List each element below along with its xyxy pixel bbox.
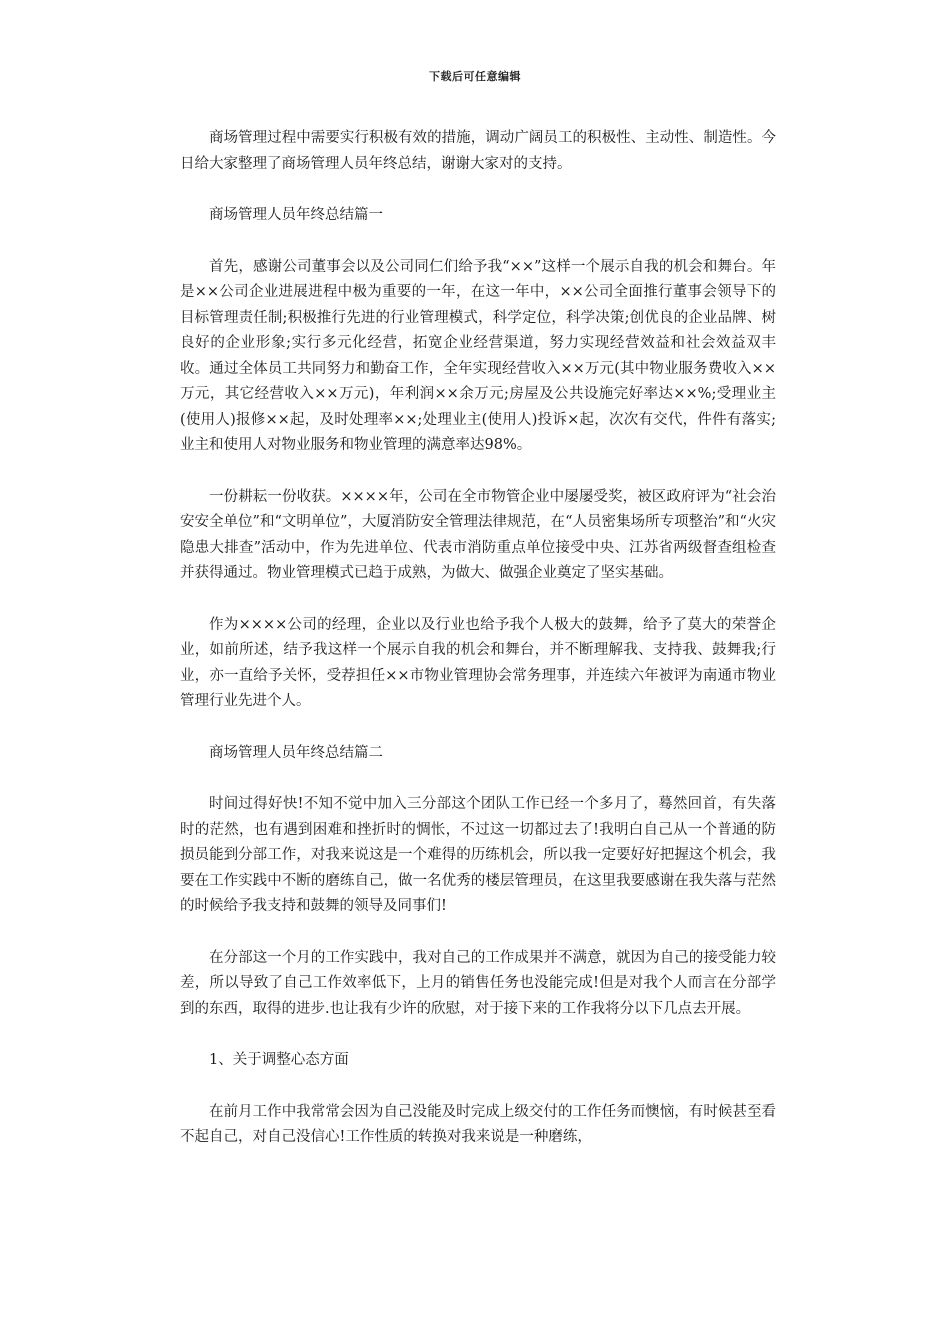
section-1-title: 商场管理人员年终总结篇一 — [209, 207, 383, 223]
section-2-paragraph-1: 时间过得好快!不知不觉中加入三分部这个团队工作已经一个多月了，蓦然回首，有失落时的茫然，也有遇到困难和挫折时的惆怅，不过这一切都过去了!我明白自己从一个普通的防损员能到分部工作，对我来说这是一个难得的历练机会，所以我一定要好好把握这个机会，我要在工作实践中不断的磨练自己，做一名优秀的楼层管理员，在这里我要感谢在我失落与茫然的时候给予我支持和鼓舞的领导及同事们! — [180, 796, 776, 914]
section-2-paragraph-2: 在分部这一个月的工作实践中，我对自己的工作成果并不满意，就因为自己的接受能力较差，所以导致了自己工作效率低下，上月的销售任务也没能完成!但是对我个人而言在分部学到的东西，取得的进步.也让我有少许的欣慰，对于接下来的工作我将分以下几点去开展。 — [180, 949, 776, 1017]
page-header: 下载后可任意编辑 — [429, 70, 521, 83]
point-1-title: 1、关于调整心态方面 — [209, 1052, 349, 1068]
intro-paragraph: 商场管理过程中需要实行积极有效的措施，调动广阔员工的积极性、主动性、制造性。今日给大家整理了商场管理人员年终总结，谢谢大家对的支持。 — [180, 130, 776, 172]
section-1-paragraph-2: 一份耕耘一份收获。××××年，公司在全市物管企业中屡屡受奖，被区政府评为“社会治安安全单位”和“文明单位”，大厦消防安全管理法律规范，在“人员密集场所专项整治”和“火灾隐患大排查”活动中，作为先进单位、代表市消防重点单位接受中央、江苏省两级督查组检查并获得通过。物业管理模式已趋于成熟，为做大、做强企业奠定了坚实基础。 — [180, 488, 776, 581]
section-1-paragraph-3: 作为××××公司的经理，企业以及行业也给予我个人极大的鼓舞，给予了莫大的荣誉企业，如前所述，结予我这样一个展示自我的机会和舞台，并不断理解我、支持我、鼓舞我;行业，亦一直给予关怀，受荐担任××市物业管理协会常务理事，并连续六年被评为南通市物业管理行业先进个人。 — [180, 616, 776, 709]
document-body — [180, 126, 776, 1177]
section-2-title: 商场管理人员年终总结篇二 — [209, 744, 383, 761]
section-1-paragraph-1: 首先，感谢公司董事会以及公司同仁们给予我“××”这样一个展示自我的机会和舞台。年是××公司企业进展进程中极为重要的一年，在这一年中，××公司全面推行董事会领导下的目标管理责任制;积极推行先进的行业管理模式，科学定位，科学决策;创优良的企业品牌、树良好的企业形象;实行多元化经营，拓宽企业经营渠道，努力实现经营效益和社会效益双丰收。通过全体员工共同努力和勤奋工作，全年实现经营收入××万元(其中物业服务费收入××万元，其它经营收入××万元)，年利润××余万元;房屋及公共设施完好率达××%;受理业主(使用人)报修××起，及时处理率××;处理业主(使用人)投诉×起，次次有交代，件件有落实;业主和使用人对物业服务和物业管理的满意率达98%。 — [180, 258, 776, 453]
point-1-paragraph: 在前月工作中我常常会因为自己没能及时完成上级交付的工作任务而懊恼，有时候甚至看不起自己，对自己没信心!工作性质的转换对我来说是一种磨练， — [180, 1103, 776, 1145]
